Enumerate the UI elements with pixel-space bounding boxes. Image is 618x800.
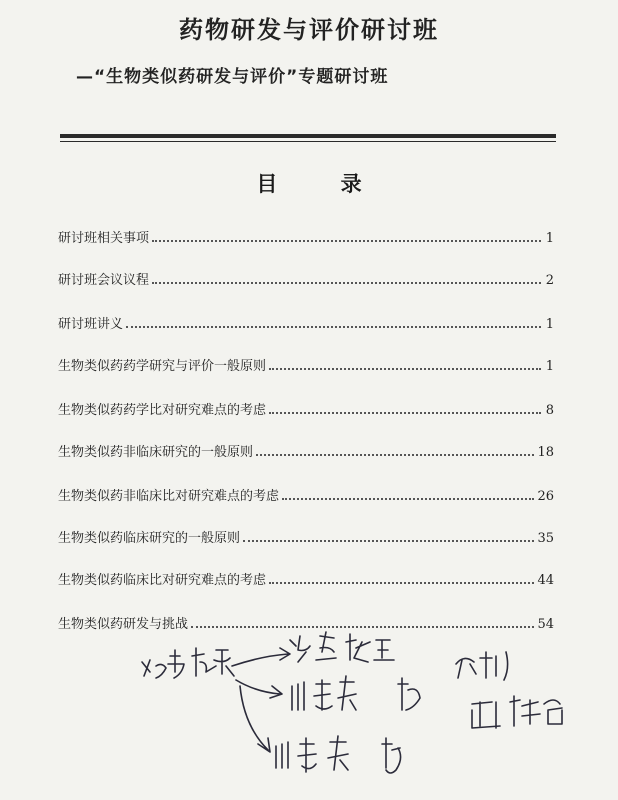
toc-entry-page: 2 <box>545 273 554 288</box>
arrow-right <box>236 680 282 698</box>
toc-entry-page: 1 <box>545 317 554 332</box>
handwritten-word-top <box>290 632 394 662</box>
arrow-down <box>240 686 270 752</box>
document-title: 药物研发与评价研讨班 <box>179 16 439 44</box>
toc-entry-label: 生物类似药临床研究的一般原则 <box>58 531 241 546</box>
toc-entry-page: 54 <box>537 617 554 632</box>
toc-entry-page: 1 <box>545 359 554 374</box>
toc-entry-label: 生物类似药药学研究与评价一般原则 <box>58 359 267 374</box>
toc-entry-label: 生物类似药临床比对研究难点的考虑 <box>58 573 267 588</box>
document-subtitle: —“生物类似药研发与评价”专题研讨班 <box>76 67 389 87</box>
toc-entry-page: 35 <box>537 531 554 546</box>
handwritten-word-middle <box>292 676 420 710</box>
handwritten-word-bottom <box>276 736 401 773</box>
arrow-up-right <box>232 648 290 666</box>
handwritten-word-left <box>142 648 234 678</box>
handwritten-word-right <box>456 652 562 728</box>
toc-entry-label: 生物类似药药学比对研究难点的考虑 <box>58 403 267 418</box>
toc-entry-label: 研讨班相关事项 <box>58 231 150 246</box>
toc-entry-label: 生物类似药非临床研究的一般原则 <box>58 445 254 460</box>
toc-entry-page: 1 <box>545 231 554 246</box>
toc-entry-label: 研讨班讲义 <box>58 317 124 332</box>
toc-entry-page: 8 <box>545 403 554 418</box>
toc-entry-label: 生物类似药非临床比对研究难点的考虑 <box>58 489 280 504</box>
toc-entry-label: 生物类似药研发与挑战 <box>58 617 189 632</box>
toc-heading: 目 录 <box>256 172 390 196</box>
toc-entry-label: 研讨班会议议程 <box>58 273 150 288</box>
toc-entry-page: 26 <box>537 489 554 504</box>
toc-entry-page: 44 <box>537 573 554 588</box>
toc-entry-page: 18 <box>537 445 554 460</box>
